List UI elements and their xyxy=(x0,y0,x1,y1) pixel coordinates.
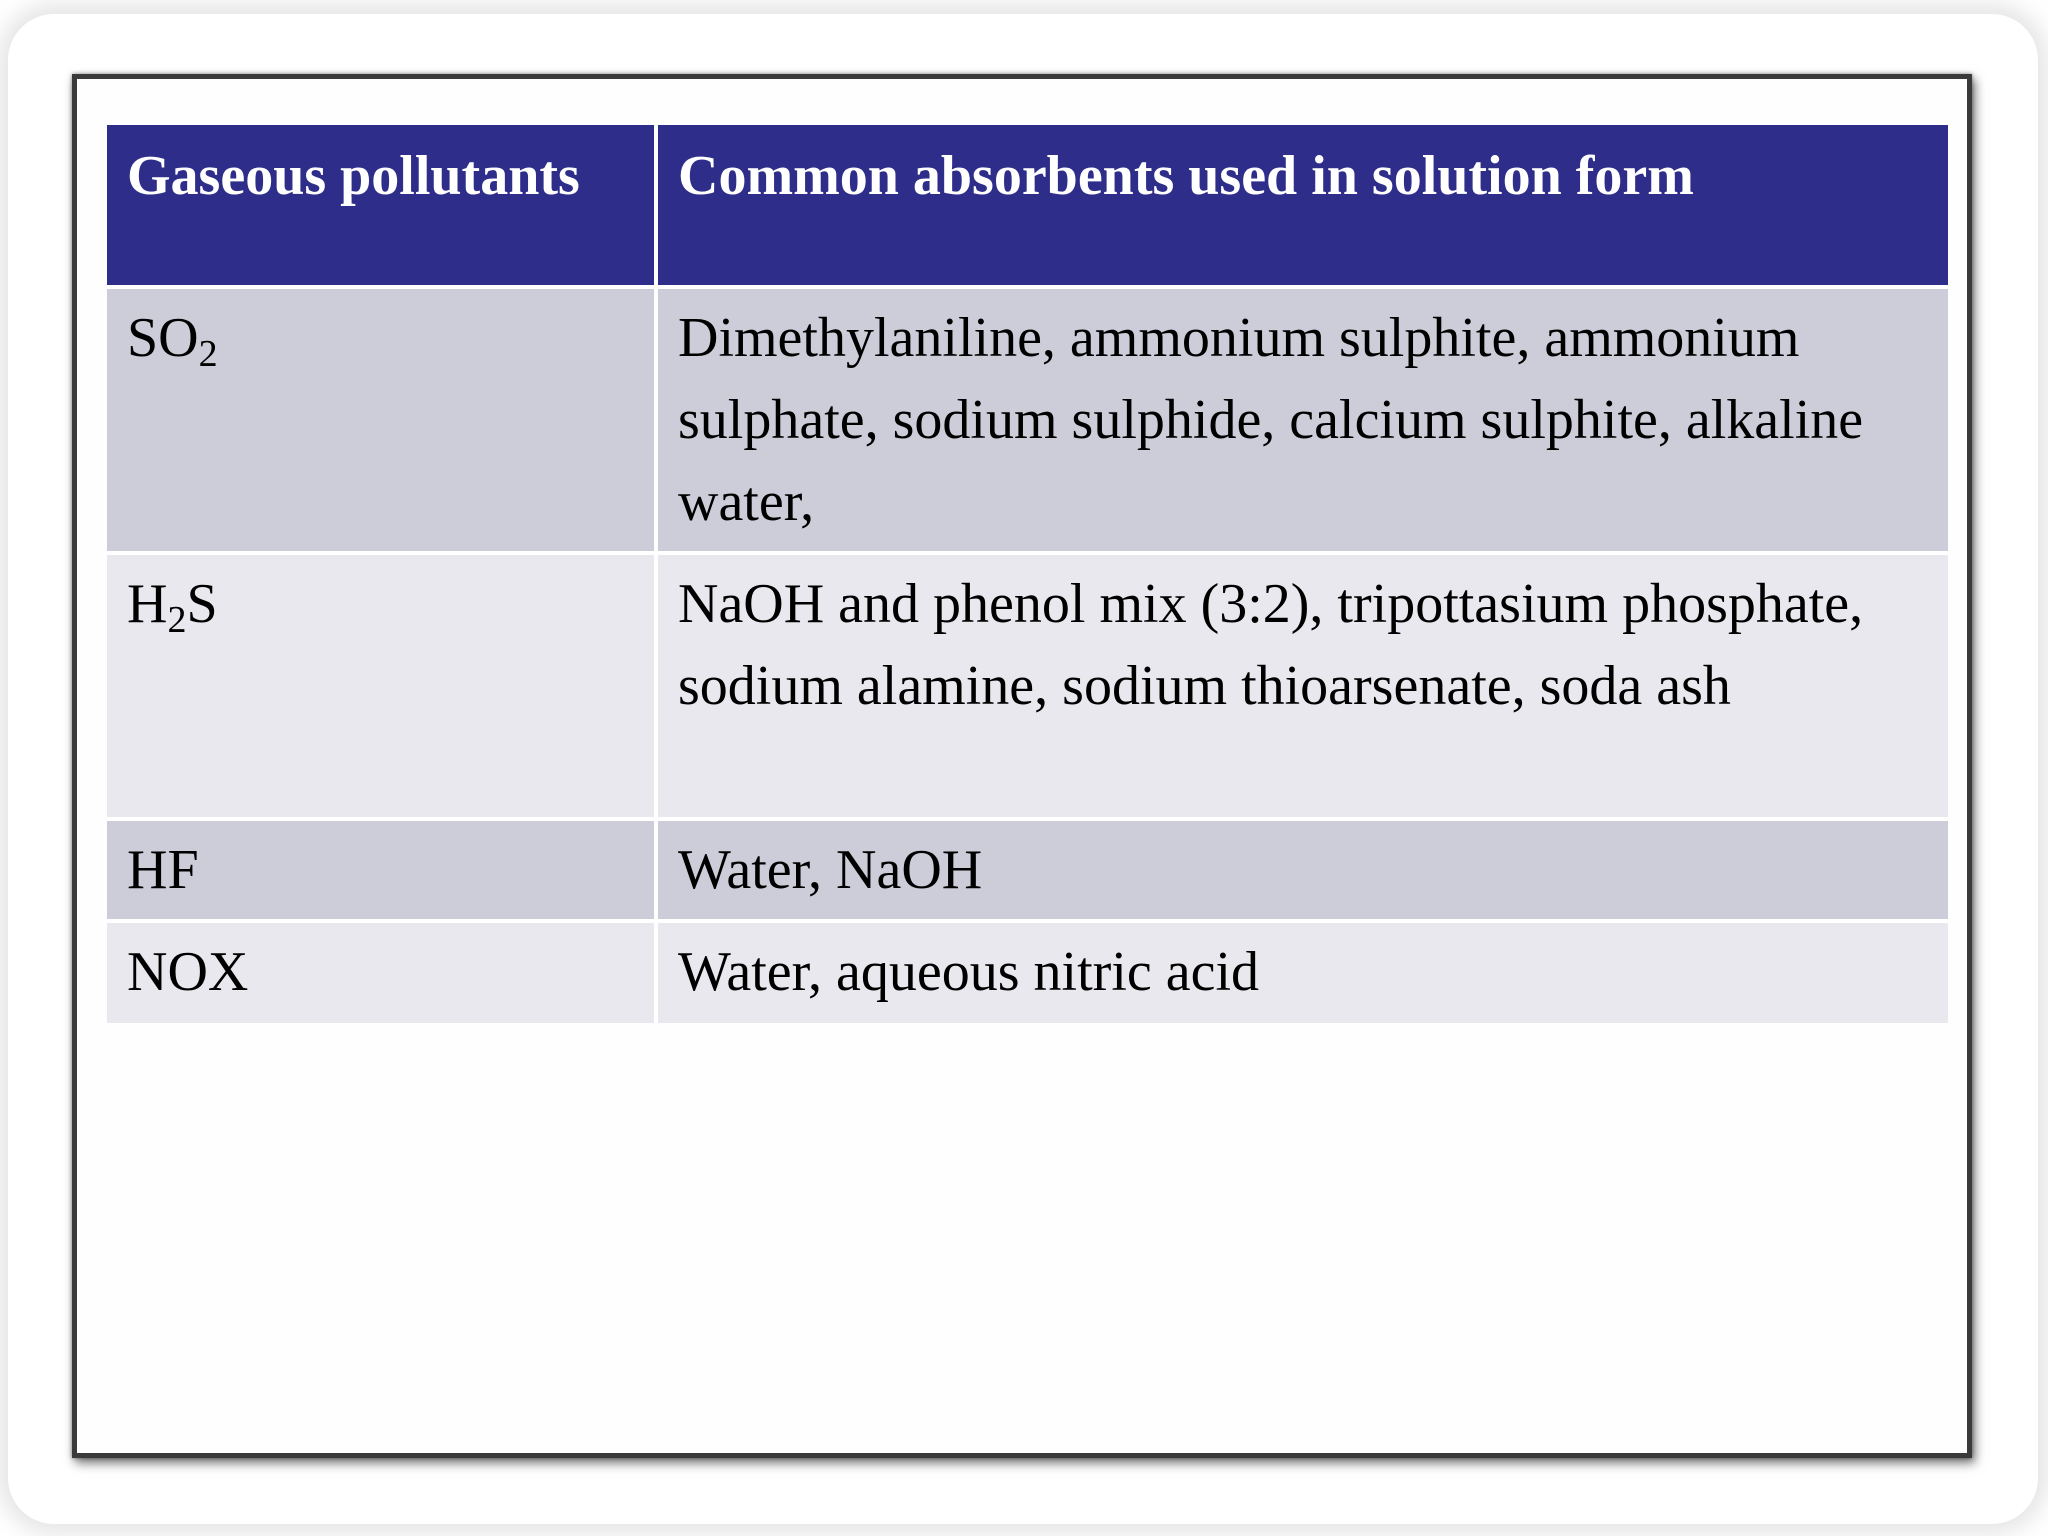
slide xyxy=(72,74,1972,1458)
pollutant-formula-base: NOX xyxy=(127,941,249,1003)
pollutant-formula-subscript: 2 xyxy=(198,333,218,375)
header-gaseous-pollutants: Gaseous pollutants xyxy=(107,125,656,287)
pollutant-formula-base: SO xyxy=(127,307,199,369)
table-row xyxy=(107,819,1948,921)
pollutant-cell xyxy=(107,819,656,921)
table-row xyxy=(107,553,1948,819)
header-common-absorbents: Common absorbents used in solution form xyxy=(656,125,1948,287)
absorbents-cell: Dimethylaniline, ammonium sulphite, ammonium sulphate, sodium sulphide, calcium sulphite, alkaline water, xyxy=(656,287,1948,553)
absorbents-cell: Water, aqueous nitric acid xyxy=(656,921,1948,1023)
table-row xyxy=(107,287,1948,553)
pollutant-cell xyxy=(107,921,656,1023)
pollutant-cell xyxy=(107,553,656,819)
pollutants-table xyxy=(107,125,1948,1023)
absorbents-cell: NaOH and phenol mix (3:2), tripottasium phosphate, sodium alamine, sodium thioarsenate, soda ash xyxy=(656,553,1948,819)
pollutant-formula-base: H xyxy=(127,573,168,635)
pollutant-formula-tail: S xyxy=(186,573,218,635)
absorbents-cell: Water, NaOH xyxy=(656,819,1948,921)
pollutant-formula-subscript: 2 xyxy=(167,599,187,641)
pollutant-cell xyxy=(107,287,656,553)
table-row xyxy=(107,921,1948,1023)
table-header-row xyxy=(107,125,1948,287)
pollutant-formula-base: HF xyxy=(127,839,199,901)
